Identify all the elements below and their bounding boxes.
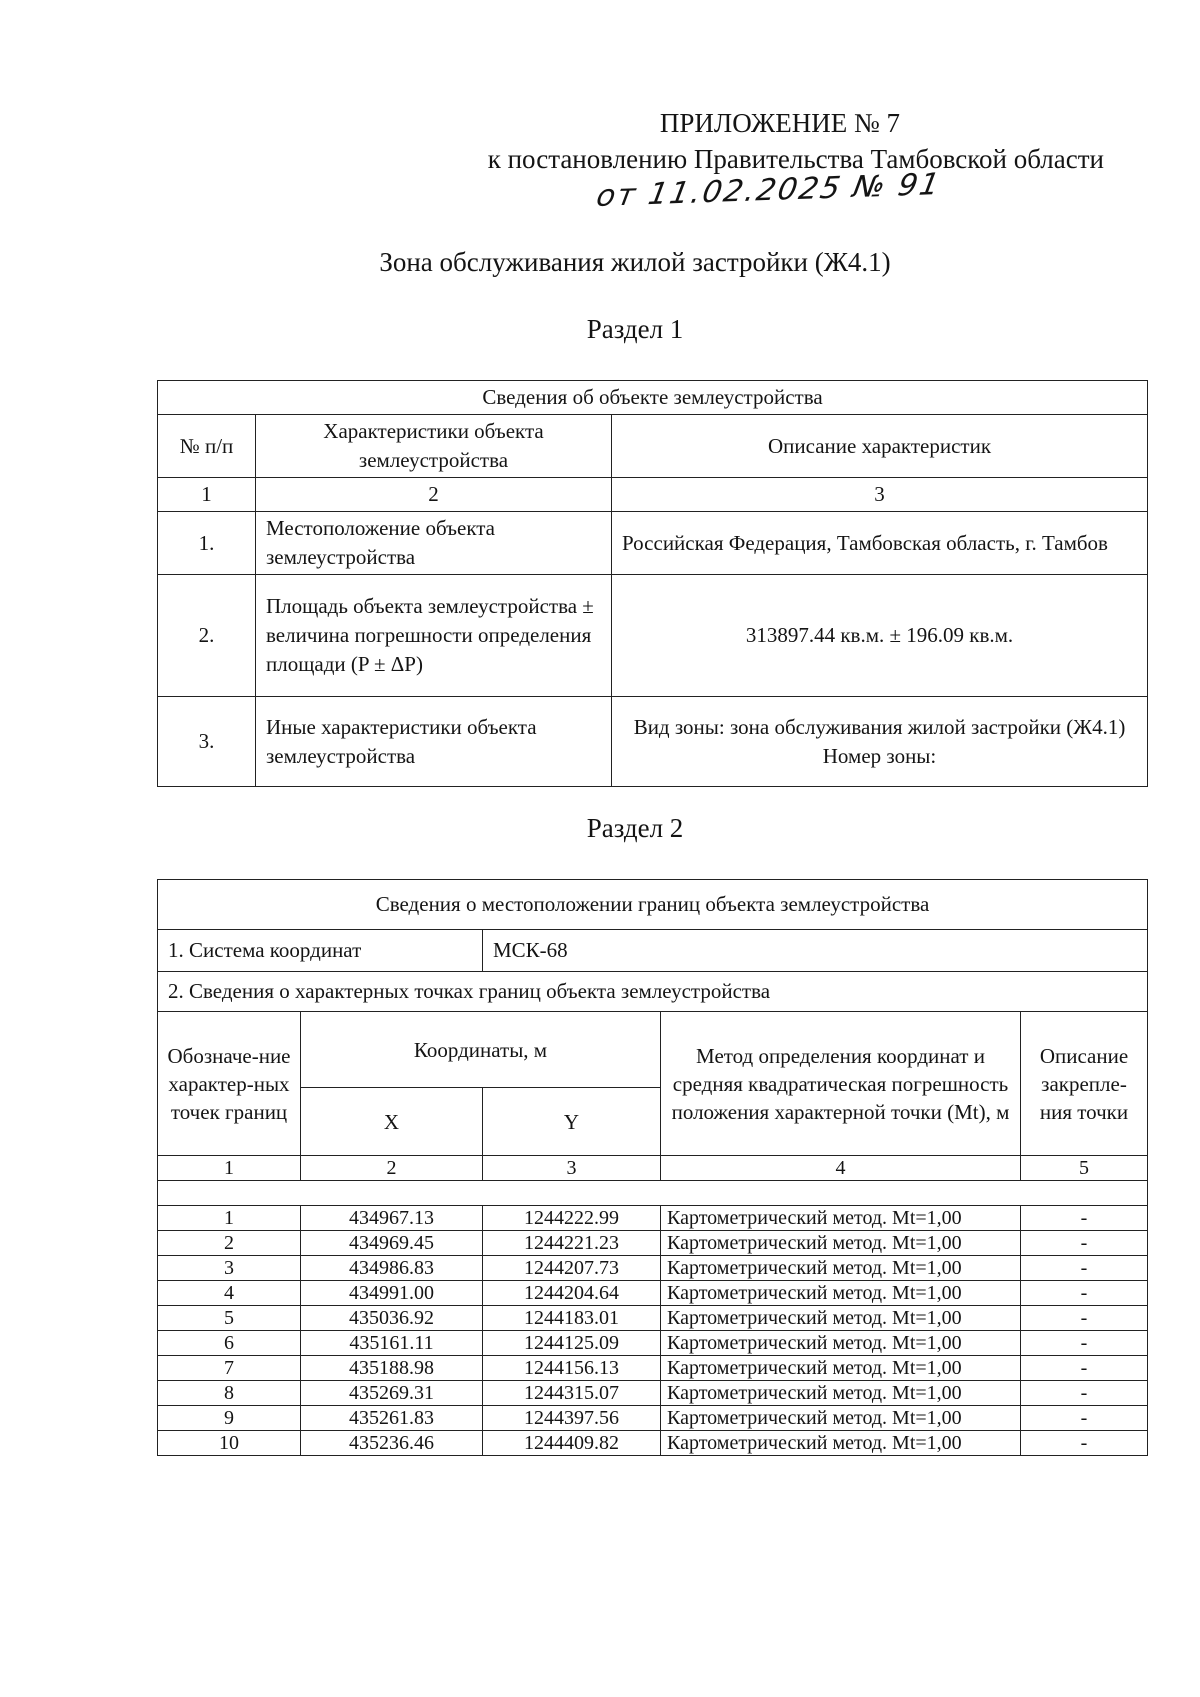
point-id: 3 xyxy=(158,1256,301,1281)
point-fixing: - xyxy=(1021,1431,1148,1456)
boundary-title: Сведения о местоположении границ объекта землеустройства xyxy=(158,880,1148,930)
empty-row xyxy=(158,1181,1148,1206)
zone-number: Номер зоны: xyxy=(822,743,937,768)
point-x: 435236.46 xyxy=(301,1431,483,1456)
row-value: 313897.44 кв.м. ± 196.09 кв.м. xyxy=(612,575,1148,697)
point-x: 435036.92 xyxy=(301,1306,483,1331)
point-method: Картометрический метод. Mt=1,00 xyxy=(661,1256,1021,1281)
point-fixing: - xyxy=(1021,1306,1148,1331)
zone-type: Вид зоны: зона обслуживания жилой застройки (Ж4.1) xyxy=(633,714,1126,739)
boundary-table xyxy=(157,879,1148,1456)
col-number: 3 xyxy=(483,1156,661,1181)
point-id: 8 xyxy=(158,1381,301,1406)
points-title: 2. Сведения о характерных точках границ объекта землеустройства xyxy=(158,972,1148,1012)
col-number: 3 xyxy=(612,478,1148,512)
col-number: 5 xyxy=(1021,1156,1148,1181)
point-fixing: - xyxy=(1021,1381,1148,1406)
point-id: 5 xyxy=(158,1306,301,1331)
table-row xyxy=(158,1381,1148,1406)
point-fixing: - xyxy=(1021,1406,1148,1431)
object-info-table xyxy=(157,380,1148,787)
point-method: Картометрический метод. Mt=1,00 xyxy=(661,1406,1021,1431)
point-id: 7 xyxy=(158,1356,301,1381)
point-x: 435261.83 xyxy=(301,1406,483,1431)
point-y: 1244397.56 xyxy=(483,1406,661,1431)
point-y: 1244409.82 xyxy=(483,1431,661,1456)
header-fixing: Описание закрепле-ния точки xyxy=(1021,1012,1148,1156)
point-y: 1244204.64 xyxy=(483,1281,661,1306)
row-name: Местоположение объекта землеустройства xyxy=(256,512,612,575)
table-row xyxy=(158,1356,1148,1381)
point-id: 6 xyxy=(158,1331,301,1356)
point-y: 1244315.07 xyxy=(483,1381,661,1406)
header-method: Метод определения координат и средняя квадратическая погрешность положения характерной точки (Mt), м xyxy=(661,1012,1021,1156)
header-num: № п/п xyxy=(158,415,256,478)
point-fixing: - xyxy=(1021,1256,1148,1281)
point-x: 435269.31 xyxy=(301,1381,483,1406)
point-method: Картометрический метод. Mt=1,00 xyxy=(661,1281,1021,1306)
section2-title: Раздел 2 xyxy=(586,813,684,843)
point-x: 434967.13 xyxy=(301,1206,483,1231)
point-method: Картометрический метод. Mt=1,00 xyxy=(661,1231,1021,1256)
coord-system-label: 1. Система координат xyxy=(158,930,483,972)
appendix-heading: ПРИЛОЖЕНИЕ № 7 xyxy=(659,108,900,138)
point-method: Картометрический метод. Mt=1,00 xyxy=(661,1431,1021,1456)
table-row xyxy=(158,1231,1148,1256)
point-x: 435161.11 xyxy=(301,1331,483,1356)
point-y: 1244156.13 xyxy=(483,1356,661,1381)
table-row xyxy=(158,1281,1148,1306)
points-body xyxy=(158,1206,1148,1456)
table-row xyxy=(158,1256,1148,1281)
point-id: 4 xyxy=(158,1281,301,1306)
row-value: Российская Федерация, Тамбовская область, г. Тамбов xyxy=(612,512,1148,575)
col-number: 4 xyxy=(661,1156,1021,1181)
point-y: 1244207.73 xyxy=(483,1256,661,1281)
point-fixing: - xyxy=(1021,1206,1148,1231)
table-row xyxy=(158,1306,1148,1331)
header-point: Обозначе-ние характер-ных точек границ xyxy=(158,1012,301,1156)
col-number: 2 xyxy=(301,1156,483,1181)
row-value xyxy=(612,697,1148,787)
row-name: Площадь объекта землеустройства ± величина погрешности определения площади (P ± ΔP) xyxy=(256,575,612,697)
table-row xyxy=(158,1406,1148,1431)
row-num: 3. xyxy=(158,697,256,787)
point-y: 1244125.09 xyxy=(483,1331,661,1356)
point-x: 434969.45 xyxy=(301,1231,483,1256)
table-row xyxy=(158,512,1148,575)
handwritten-date-number: от 11.02.2025 № 91 xyxy=(593,167,944,214)
col-number: 1 xyxy=(158,478,256,512)
table-row xyxy=(158,575,1148,697)
point-y: 1244222.99 xyxy=(483,1206,661,1231)
zone-title: Зона обслуживания жилой застройки (Ж4.1) xyxy=(379,247,891,277)
point-fixing: - xyxy=(1021,1331,1148,1356)
header-characteristic: Характеристики объекта землеустройства xyxy=(256,415,612,478)
col-number: 1 xyxy=(158,1156,301,1181)
point-y: 1244183.01 xyxy=(483,1306,661,1331)
header-description: Описание характеристик xyxy=(612,415,1148,478)
header-x: X xyxy=(301,1088,483,1156)
point-method: Картометрический метод. Mt=1,00 xyxy=(661,1206,1021,1231)
point-fixing: - xyxy=(1021,1231,1148,1256)
table-row xyxy=(158,697,1148,787)
point-id: 9 xyxy=(158,1406,301,1431)
point-fixing: - xyxy=(1021,1356,1148,1381)
point-id: 1 xyxy=(158,1206,301,1231)
point-method: Картометрический метод. Mt=1,00 xyxy=(661,1331,1021,1356)
header-coordinates: Координаты, м xyxy=(301,1012,661,1088)
point-method: Картометрический метод. Mt=1,00 xyxy=(661,1381,1021,1406)
section1-title: Раздел 1 xyxy=(586,314,684,344)
point-x: 435188.98 xyxy=(301,1356,483,1381)
header-y: Y xyxy=(483,1088,661,1156)
decree-reference: к постановлению Правительства Тамбовской области xyxy=(487,144,1104,174)
point-fixing: - xyxy=(1021,1281,1148,1306)
point-x: 434986.83 xyxy=(301,1256,483,1281)
point-id: 10 xyxy=(158,1431,301,1456)
row-num: 2. xyxy=(158,575,256,697)
row-num: 1. xyxy=(158,512,256,575)
col-number: 2 xyxy=(256,478,612,512)
point-method: Картометрический метод. Mt=1,00 xyxy=(661,1306,1021,1331)
point-method: Картометрический метод. Mt=1,00 xyxy=(661,1356,1021,1381)
point-y: 1244221.23 xyxy=(483,1231,661,1256)
table-row xyxy=(158,1431,1148,1456)
object-info-title: Сведения об объекте землеустройства xyxy=(158,381,1148,415)
row-name: Иные характеристики объекта землеустройства xyxy=(256,697,612,787)
table-row xyxy=(158,1331,1148,1356)
coord-system-value: МСК-68 xyxy=(483,930,1148,972)
table-row xyxy=(158,1206,1148,1231)
point-x: 434991.00 xyxy=(301,1281,483,1306)
point-id: 2 xyxy=(158,1231,301,1256)
